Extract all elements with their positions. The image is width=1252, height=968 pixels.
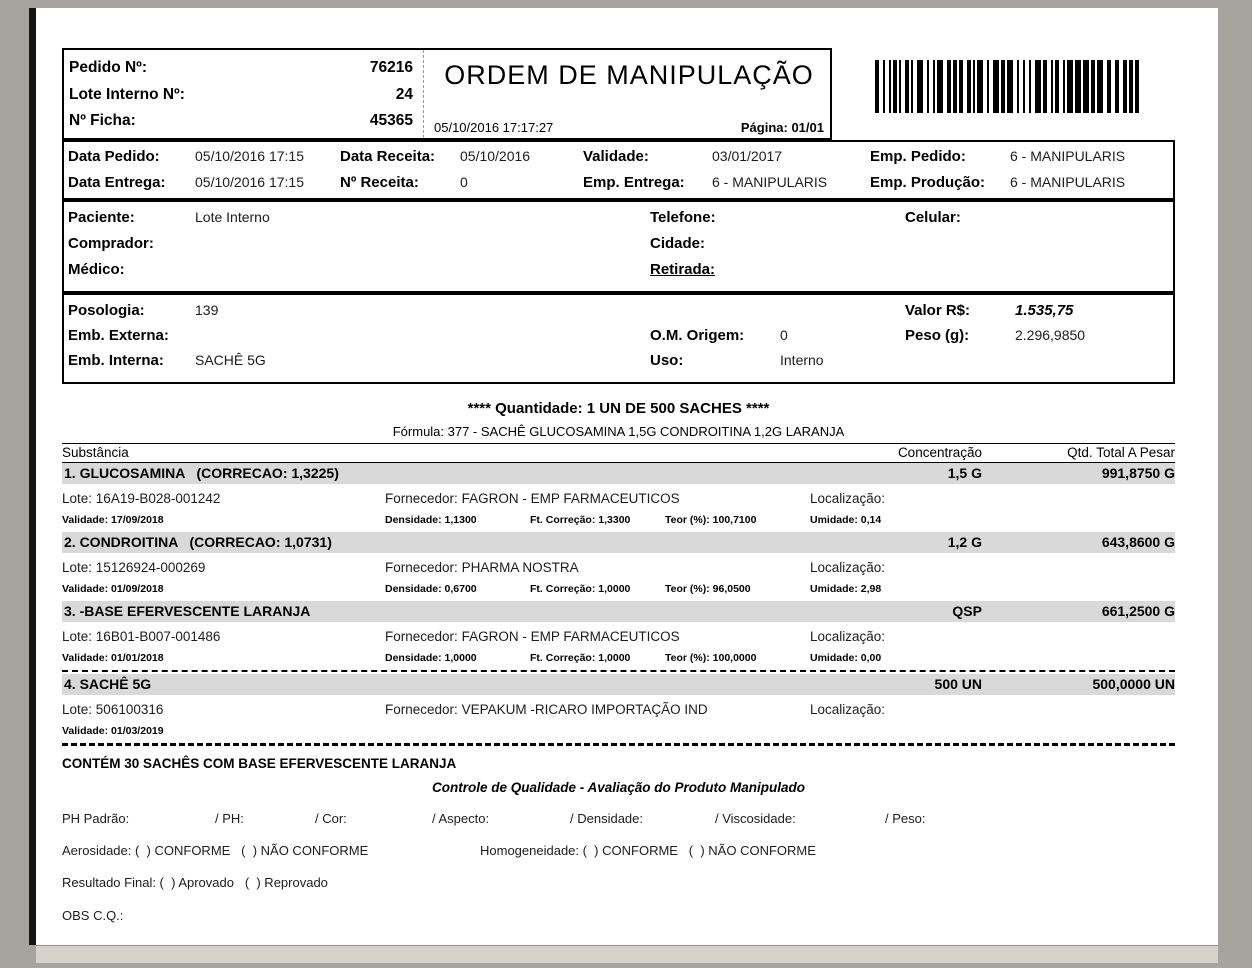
quantity-line: **** Quantidade: 1 UN DE 500 SACHES **** [467,400,770,417]
substance-row [62,532,1175,595]
data-receita-label: Data Receita: [340,148,436,165]
substance-ft-correcao: Ft. Correção: 1,0000 [530,652,631,664]
substance-umidade: Umidade: 2,98 [810,583,882,595]
substance-name: 1. GLUCOSAMINA (CORRECAO: 1,3225) [64,465,339,481]
order-dates-box [62,140,1175,200]
ph-label: / PH: [215,811,244,826]
homogeneidade-checks: Homogeneidade: ( ) CONFORME ( ) NÃO CONFORME [480,843,816,858]
quality-control-title: Controle de Qualidade - Avaliação do Produto Manipulado [431,780,806,795]
peso-label: Peso (g): [905,327,970,344]
ficha-label: Nº Ficha: [69,112,136,129]
emp-entrega-label: Emp. Entrega: [583,174,685,191]
n-receita-value: 0 [460,174,468,190]
formula-line: Fórmula: 377 - SACHÊ GLUCOSAMINA 1,5G CONDROITINA 1,2G LARANJA [392,424,845,439]
emp-entrega-value: 6 - MANIPULARIS [712,174,828,190]
uso-label: Uso: [650,352,684,369]
emb-externa-label: Emb. Externa: [68,327,169,344]
substance-umidade: Umidade: 0,14 [810,514,882,526]
emp-pedido-value: 6 - MANIPULARIS [1010,148,1126,164]
substance-concentration: 1,2 G [947,534,982,550]
substance-concentration: QSP [952,603,982,619]
substance-qty: 500,0000 UN [1092,676,1175,692]
validade-label: Validade: [583,148,649,165]
substance-teor: Teor (%): 100,0000 [665,652,757,664]
aspecto-label: / Aspecto: [432,811,490,826]
substance-localizacao: Localização: [810,702,886,717]
lote-interno-label: Lote Interno Nº: [69,85,185,103]
substance-lote: Lote: 16A19-B028-001242 [62,491,221,506]
formula-section [62,390,1175,923]
emp-pedido-label: Emp. Pedido: [870,148,966,165]
col-concentracao: Concentração [897,445,982,460]
comprador-label: Comprador: [68,235,154,252]
pedido-label: Pedido Nº: [69,59,147,76]
substance-teor: Teor (%): 100,7100 [665,514,757,526]
horizontal-scrollbar[interactable] [36,945,1218,963]
uso-value: Interno [780,352,824,368]
table-end-separator [62,743,1175,746]
pedido-value: 76216 [369,59,413,76]
barcode [875,60,1139,113]
n-receita-label: Nº Receita: [340,174,419,191]
peso-value: 2.296,9850 [1015,327,1086,343]
substance-validade: Validade: 17/09/2018 [62,514,164,526]
substance-name: 2. CONDROITINA (CORRECAO: 1,0731) [64,534,332,550]
substance-fornecedor: Fornecedor: PHARMA NOSTRA [385,560,579,575]
emb-interna-value: SACHÊ 5G [195,352,266,368]
emp-producao-value: 6 - MANIPULARIS [1010,174,1126,190]
substance-row [62,463,1175,526]
substance-validade: Validade: 01/03/2019 [62,725,164,737]
qc-conformity-line [62,843,1175,858]
qc-ph-line [62,811,1175,826]
patient-box [62,200,1175,293]
final-result-checks: Resultado Final: ( ) Aprovado ( ) Reprovado [62,875,328,890]
substance-qty: 661,2500 G [1101,603,1175,619]
substance-lote: Lote: 506100316 [62,702,164,717]
substance-localizacao: Localização: [810,491,886,506]
substance-lote: Lote: 15126924-000269 [62,560,206,575]
substance-umidade: Umidade: 0,00 [810,652,882,664]
substance-row [62,601,1175,664]
substance-name: 4. SACHÊ 5G [64,676,152,692]
medico-label: Médico: [68,261,125,278]
viewer-left-edge [29,8,36,945]
dashed-separator [62,670,1175,672]
substance-qty: 643,8600 G [1101,534,1175,550]
document-page [36,8,1218,945]
substance-name: 3. -BASE EFERVESCENTE LARANJA [64,603,311,619]
peso-label-qc: / Peso: [885,811,926,826]
validade-value: 03/01/2017 [712,148,783,164]
densidade-label: / Densidade: [570,811,643,826]
substances-table-header [62,443,1175,463]
data-entrega-value: 05/10/2016 17:15 [195,174,304,190]
substance-fornecedor: Fornecedor: VEPAKUM -RICARO IMPORTAÇÃO IND [385,702,708,717]
substance-row [62,674,1175,737]
om-origem-label: O.M. Origem: [650,327,745,344]
posologia-value: 139 [195,302,219,318]
data-pedido-label: Data Pedido: [68,148,160,165]
page-number: Página: 01/01 [740,120,824,135]
substance-densidade: Densidade: 0,6700 [385,583,477,595]
data-receita-value: 05/10/2016 [460,148,531,164]
cidade-label: Cidade: [650,235,706,252]
aerosidade-checks: Aerosidade: ( ) CONFORME ( ) NÃO CONFORME [62,843,369,858]
substance-densidade: Densidade: 1,1300 [385,514,477,526]
posology-box [62,293,1175,384]
cor-label: / Cor: [315,811,347,826]
substance-concentration: 1,5 G [947,465,982,481]
print-datetime: 05/10/2016 17:17:27 [434,120,554,135]
substance-teor: Teor (%): 96,0500 [665,583,751,595]
viscosidade-label: / Viscosidade: [715,811,796,826]
substance-localizacao: Localização: [810,629,886,644]
col-qtd-total: Qtd. Total A Pesar [1067,445,1175,460]
telefone-label: Telefone: [650,209,716,226]
valor-label: Valor R$: [905,302,971,319]
substance-fornecedor: Fornecedor: FAGRON - EMP FARMACEUTICOS [385,491,680,506]
substance-ft-correcao: Ft. Correção: 1,3300 [530,514,631,526]
substance-concentration: 500 UN [934,676,982,692]
col-substancia: Substância [62,445,129,460]
om-origem-value: 0 [780,327,788,343]
substance-qty: 991,8750 G [1101,465,1175,481]
ph-padrao-label: PH Padrão: [62,811,130,826]
substance-lote: Lote: 16B01-B007-001486 [62,629,221,644]
valor-value: 1.535,75 [1015,302,1074,319]
lote-interno-value: 24 [395,85,413,103]
substance-densidade: Densidade: 1,0000 [385,652,477,664]
paciente-label: Paciente: [68,209,135,226]
retirada-label: Retirada: [650,261,716,278]
header-order-numbers [64,50,424,138]
substance-localizacao: Localização: [810,560,886,575]
document-title: ORDEM DE MANIPULAÇÃO [444,60,814,90]
substance-validade: Validade: 01/01/2018 [62,652,164,664]
data-entrega-label: Data Entrega: [68,174,166,191]
ficha-value: 45365 [369,112,413,129]
contains-note: CONTÉM 30 SACHÊS COM BASE EFERVESCENTE LARANJA [62,756,457,771]
emb-interna-label: Emb. Interna: [68,352,164,369]
header-title-area [424,50,830,138]
substance-validade: Validade: 01/09/2018 [62,583,164,595]
substance-ft-correcao: Ft. Correção: 1,0000 [530,583,631,595]
data-pedido-value: 05/10/2016 17:15 [195,148,304,164]
header-box [62,48,832,140]
posologia-label: Posologia: [68,302,145,319]
substance-fornecedor: Fornecedor: FAGRON - EMP FARMACEUTICOS [385,629,680,644]
celular-label: Celular: [905,209,961,226]
paciente-value: Lote Interno [195,209,270,225]
qc-observations-label: OBS C.Q.: [62,908,124,923]
emp-producao-label: Emp. Produção: [870,174,986,191]
